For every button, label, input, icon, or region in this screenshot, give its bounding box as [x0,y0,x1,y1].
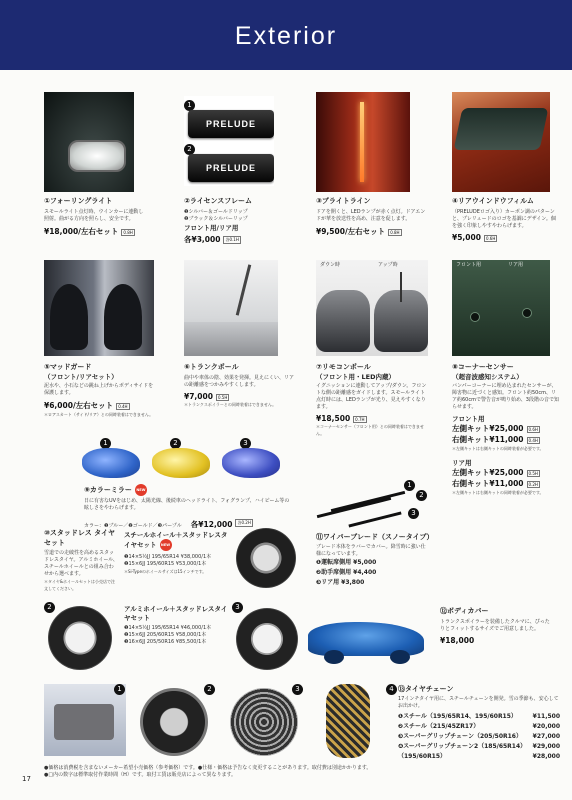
license-opt1: ❶シルバー＆ゴールドリップ [184,209,248,215]
chain-photo-4 [318,684,398,758]
corner-front-left-code: 0.6H [528,426,538,432]
chain-badge-2: 2 [204,684,215,695]
chain-row-price: ¥28,000 [532,753,560,760]
corner-rear-right-code: 0.2H [528,481,538,487]
mirror-title: ⑨カラーミラー [84,486,132,494]
chain-row-label: ❸スーパーグリップチェーン（205/50R16） [398,733,522,740]
chain-row-price: ¥20,000 [532,723,560,730]
chain-badge-1: 1 [114,684,125,695]
steelset-new-badge: NEW [160,539,172,551]
badge-1: 1 [184,100,195,111]
chain-badge-4: 4 [386,684,397,695]
remocon-sub: （フロント用・LED内蔵） [316,373,395,381]
remocon-label-up: アップ時 [378,262,398,268]
page-title: Exterior [234,22,338,50]
studless-note: ＊タイヤ&ホイールセットは小売店で注文してください。 [44,579,115,591]
rearfilm-price: ¥5,000 [452,233,481,242]
license-price: 各¥3,000 [184,235,221,244]
antenna-note: ＊トランクスポイラーとの同時装着はできません。 [184,402,277,407]
brightline-price: ¥9,500/左右セット [316,227,386,236]
antenna-price: ¥7,000 [184,392,213,401]
page-header [0,0,572,70]
chain-row-label: ❹スーパーグリップチェーン2（185/65R14） [398,743,527,750]
chain-photo-1 [44,684,126,756]
remocon-note: ＊コーナーセンサー（フロント用）との同時装着はできません。 [316,424,424,436]
mirror-blue [82,448,140,478]
license-code: 各0.1H [225,237,239,242]
alloy-wheel-tire [236,608,298,670]
wiper-desc: ブレード本体をラバーでカバー。降雪時に強い仕様になっています。 [316,544,426,557]
steel-wheel-tire [236,528,296,588]
steelset-note: ＊Si-Typeのホイールサイズは15インチです。 [124,569,207,574]
mirror-new-badge: NEW [135,484,147,496]
license-opt2: ❷ブラック＆シルバーリップ [184,216,248,222]
corner-front-left: 左側キット¥25,000 [452,424,524,433]
corner-title: ⑧コーナーセンサー [452,363,514,371]
wiper-title: ⑪ワイパーブレード（スノータイプ） [316,533,434,541]
mirror-code: 各0.2H [237,519,251,525]
mirror-purple [222,448,280,478]
corner-rear-head: リア用 [452,459,472,467]
remocon-pole-photo [316,260,428,356]
mirror-price: 各¥12,000 [190,520,233,529]
corner-desc: バンパーコーナーに埋め込まれたセンサーが、障害物に近づくと感知。フロント約50cm、リア約60cmで警告音が鳴り始め、3段階の音で知らせます。 [452,383,559,410]
license-sub: フロント用/リア用 [184,224,239,232]
corner-label-front: フロント用 [456,262,482,268]
alloyset-title: アルミホイール＋スタッドレスタイヤセット [124,605,228,622]
corner-front-note: ＊左側キットは右側キットの同時装着が必要です。 [452,446,544,451]
chain-title: ⑬タイヤチェーン [398,685,454,693]
remocon-label-down: ダウン時 [320,262,341,268]
chain-row [398,722,560,732]
remocon-title: ⑦リモコンポール [316,363,371,371]
wiper-r2: ❷助手席側用 ¥4,400 [316,569,377,576]
footer-line-1: ●価格は消費税を含まないメーカー希望小売価格（参考価格）です。●仕様・価格は予告なく変更することがあります。取付費は別途かかります。 [44,765,372,771]
alloyset-r2: ❷15×6JJ 205/60R15 ¥58,000/1本 [124,632,207,638]
cover-title: ⑫ボディカバー [440,607,489,615]
corner-label-rear: リア用 [508,262,524,268]
wiper-r1: ❶運転席側用 ¥5,000 [316,559,377,566]
mudguard-desc: 泥水や、小石などの跳ね上げからボディサイドを保護します。 [44,383,154,396]
rearfilm-desc: （PRELUDEロゴ入り）カーボン調のパターンと、プレリュードのロゴを基調にデザイン。個を強く印象しやすやわらげます。 [452,209,556,229]
antenna-code: 0.5H [217,394,228,400]
wiper-badge-3: 3 [408,508,419,519]
fog-light-photo [44,92,134,192]
studless-badge-2: 2 [44,602,55,613]
cover-desc: トランクスポイラーを装備したクルマに、ぴったりとフィットするサイズでご用意しました。 [440,619,550,632]
chain-row-price: ¥11,500 [532,713,560,720]
studless-tire-1 [48,606,112,670]
remocon-desc: イグニッションに連動してアップ/ダウン。フロントな側の距離感をガイドします。スモールライト点灯時には、LEDランプが光り、見えやすくなります。 [316,383,427,410]
corner-sub: （超音波感知システム） [452,373,523,381]
chain-row-label: ❶スチール（195/65R14、195/60R15） [398,713,517,720]
corner-rear-right: 右側キット¥11,000 [452,479,524,488]
chain-badge-3: 3 [292,684,303,695]
chain-row [398,732,560,742]
mirror-badge-1: 1 [100,438,111,449]
steelset-title: スチールホイール＋スタッドレスタイヤセット [124,531,228,549]
mudguard-title: ⑤マッドガード [44,363,92,371]
remocon-code: 0.7H [355,416,365,422]
wiper-badge-2: 2 [416,490,427,501]
body-cover-photo [304,606,428,668]
mudguard-note: ＊ロアスカート（サイド/リア）との同時装着はできません。 [44,412,154,417]
corner-front-right: 右側キット¥11,000 [452,435,524,444]
chain-price-list [398,712,560,762]
corner-front-right-code: 0.4H [528,437,538,443]
mirror-desc: 日に有害なUVをはじめ、太陽光線、後続車のヘッドライト、フォグランプ、ハイビーム等の眩しさをやわらげます。 [84,498,290,511]
rear-window-film-photo [452,92,550,192]
license-frame-photo [184,96,274,186]
chain-row [398,712,560,722]
chain-desc: 17インチタイヤ用に、スチールチェーンを開発。雪の季節も、安心してお出かけ。 [398,696,559,709]
license-plate-1: PRELUDE [188,110,274,138]
studless-desc: 雪道での走破性を高めるスタッドレスタイヤ。アルミホイール、スチールホイールとの組み合わせから選べます。 [44,550,118,577]
antenna-title: ⑥トランクポール [184,363,239,371]
chain-row-price: ¥27,000 [532,733,560,740]
mudguard-sub: （フロント/リアセット） [44,373,118,381]
footer-notes [44,765,544,779]
mirror-colors: カラー：❶ブルー／❷ゴールド／❸パープル [84,523,182,529]
mudguard-price: ¥6,000/左右セット [44,401,114,410]
corner-rear-left-code: 0.5H [528,470,538,476]
chain-row [398,742,560,752]
chain-row-label: （195/60R15） [398,753,447,760]
rearfilm-code: 0.6H [485,235,496,241]
chain-row-price: ¥29,000 [532,743,560,750]
corner-rear-note: ＊左側キットは右側キットの同時装着が必要です。 [452,490,544,495]
wiper-badge-1: 1 [404,480,415,491]
alloyset-r1: ❶14×5½JJ 195/65R14 ¥46,000/1本 [124,625,212,631]
steelset-r2: ❷15×6JJ 195/60R15 ¥53,000/1本 [124,561,207,567]
chain-photo-2 [134,684,214,758]
license-plate-2: PRELUDE [188,154,274,182]
brightline-desc: ドアを開くと、LEDランプが赤く点灯。ドアエンドが華を放送性を高め、注意を促します。 [316,209,426,222]
mirror-badge-2: 2 [170,438,181,449]
trunk-pole-photo [184,260,278,356]
antenna-desc: 曲中や車体の陰、効果を発揮。見えにくい、リアの距離感をつかみやすくします。 [184,375,295,388]
chain-photo-3 [226,684,302,758]
studless-title: ⑩スタッドレス タイヤセット [44,529,116,547]
mudguard-photo [44,260,154,356]
brightline-title: ③ブライトライン [316,197,371,205]
brightline-code: 0.8H [390,229,400,235]
fog-code: 0.8H [123,229,133,235]
fog-title: ①フォーリングライト [44,197,113,205]
brightline-photo [316,92,410,192]
corner-front-head: フロント用 [452,415,485,423]
footer-line-2: ●□内の数字は標準取付作業時間（H）です。取付工賃は販売店によって異なります。 [44,772,237,778]
fog-price: ¥18,000/左右セット [44,227,119,236]
fog-desc: スモールライト点灯時、ウインカーに連動し照射。曲がる方向を照らし、安全です。 [44,209,144,222]
badge-2: 2 [184,144,195,155]
mirror-badge-3: 3 [240,438,251,449]
steelset-r1: ❶14×5½JJ 195/65R14 ¥38,000/1本 [124,554,212,560]
rearfilm-title: ④リアウインドウフィルム [452,197,534,205]
alloy-badge-3: 3 [232,602,243,613]
page-number: 17 [22,775,31,783]
wiper-r3: ❸リア用 ¥3,800 [316,579,365,586]
chain-row-label: ❷スチール（215/45ZR17） [398,723,480,730]
cover-price: ¥18,000 [440,636,475,645]
remocon-price: ¥18,500 [316,414,351,423]
corner-sensor-photo [452,260,550,356]
corner-rear-left: 左側キット¥25,000 [452,468,524,477]
mirror-gold [152,448,210,478]
license-title: ②ライセンスフレーム [184,197,253,205]
chain-row [398,752,560,762]
wiper-photo [312,480,428,530]
mirror-row [80,438,290,480]
mudguard-code: 0.4H [118,403,128,409]
alloyset-r3: ❸16×6JJ 205/50R16 ¥85,500/1本 [124,639,207,645]
